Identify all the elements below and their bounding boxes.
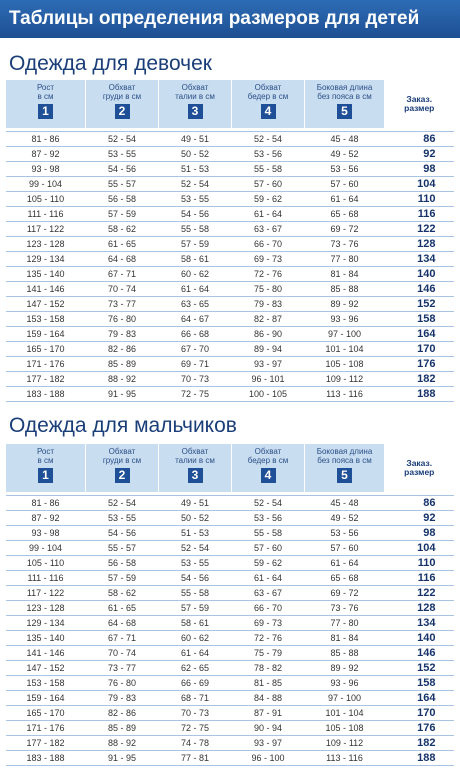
waist-cell: 54 - 56 [159,206,232,221]
side-length-cell: 49 - 52 [305,510,385,525]
side-length-cell: 53 - 56 [305,525,385,540]
table-row [6,236,454,251]
table-row [6,630,454,645]
side-length-cell: 93 - 96 [305,675,385,690]
side-length-cell: 73 - 76 [305,600,385,615]
height-cell: 129 - 134 [6,615,86,630]
table-row [6,690,454,705]
order-size-cell: 170 [385,341,454,356]
waist-cell: 64 - 67 [159,311,232,326]
order-size-cell: 140 [385,266,454,281]
table-row [6,311,454,326]
waist-cell: 50 - 52 [159,146,232,161]
order-size-cell: 152 [385,660,454,675]
hips-cell: 57 - 60 [232,540,305,555]
height-cell: 117 - 122 [6,585,86,600]
height-cell: 135 - 140 [6,630,86,645]
chest-cell: 85 - 89 [86,356,159,371]
table-row [6,371,454,386]
chest-cell: 54 - 56 [86,161,159,176]
hips-cell: 72 - 76 [232,630,305,645]
order-size-cell: 134 [385,615,454,630]
waist-cell: 53 - 55 [159,555,232,570]
height-cell: 165 - 170 [6,341,86,356]
height-cell: 153 - 158 [6,311,86,326]
table-row [6,510,454,525]
hips-cell: 72 - 76 [232,266,305,281]
height-cell: 171 - 176 [6,356,86,371]
waist-cell: 70 - 73 [159,705,232,720]
height-cell: 147 - 152 [6,296,86,311]
height-cell: 123 - 128 [6,236,86,251]
order-size-cell: 92 [385,510,454,525]
waist-header: Обхват талии в см 3 [159,444,232,492]
order-size-cell: 110 [385,555,454,570]
side-length-cell: 113 - 116 [305,386,385,401]
table-row [6,615,454,630]
order-size-cell: 176 [385,356,454,371]
table-row [6,176,454,191]
table-row [6,555,454,570]
order-size-cell: 116 [385,570,454,585]
hips-cell: 59 - 62 [232,555,305,570]
chest-cell: 82 - 86 [86,341,159,356]
waist-cell: 51 - 53 [159,525,232,540]
column-number-badge: 3 [188,468,203,483]
table-row [6,720,454,735]
table-row [6,660,454,675]
chest-cell: 88 - 92 [86,371,159,386]
column-number-badge: 2 [115,468,130,483]
order-size-cell: 104 [385,540,454,555]
order-size-cell: 122 [385,585,454,600]
order-size-cell: 104 [385,176,454,191]
chest-cell: 79 - 83 [86,326,159,341]
order-size-cell: 158 [385,675,454,690]
order-size-cell: 86 [385,495,454,510]
height-cell: 111 - 116 [6,206,86,221]
order-size-cell: 182 [385,735,454,750]
chest-cell: 58 - 62 [86,585,159,600]
height-cell: 129 - 134 [6,251,86,266]
chest-cell: 70 - 74 [86,281,159,296]
waist-cell: 58 - 61 [159,251,232,266]
waist-cell: 61 - 64 [159,281,232,296]
order-size-cell: 140 [385,630,454,645]
height-cell: 99 - 104 [6,540,86,555]
height-cell: 87 - 92 [6,510,86,525]
hips-cell: 55 - 58 [232,525,305,540]
chest-cell: 73 - 77 [86,296,159,311]
side-length-cell: 109 - 112 [305,371,385,386]
girls-section-title: Одежда для девочек [9,52,212,75]
hips-cell: 75 - 80 [232,281,305,296]
height-cell: 135 - 140 [6,266,86,281]
waist-cell: 53 - 55 [159,191,232,206]
height-cell: 105 - 110 [6,555,86,570]
chest-cell: 58 - 62 [86,221,159,236]
hips-cell: 55 - 58 [232,161,305,176]
height-cell: 87 - 92 [6,146,86,161]
hips-header: Обхват бедер в см 4 [232,444,305,492]
chest-cell: 53 - 55 [86,146,159,161]
side-length-cell: 97 - 100 [305,690,385,705]
waist-cell: 51 - 53 [159,161,232,176]
table-row [6,750,454,765]
height-header: Рост в см 1 [6,80,86,128]
waist-cell: 58 - 61 [159,615,232,630]
table-row [6,341,454,356]
hips-cell: 69 - 73 [232,615,305,630]
order-size-cell: 182 [385,371,454,386]
hips-cell: 81 - 85 [232,675,305,690]
boys-section-title: Одежда для мальчиков [9,414,237,437]
hips-cell: 96 - 100 [232,750,305,765]
hips-cell: 82 - 87 [232,311,305,326]
hips-cell: 93 - 97 [232,735,305,750]
chest-cell: 64 - 68 [86,251,159,266]
boys-size-table [5,444,454,766]
chest-cell: 67 - 71 [86,266,159,281]
hips-header: Обхват бедер в см 4 [232,80,305,128]
order-size-cell: 86 [385,131,454,146]
hips-cell: 63 - 67 [232,221,305,236]
side-length-cell: 57 - 60 [305,176,385,191]
side-length-cell: 73 - 76 [305,236,385,251]
side-length-cell: 81 - 84 [305,266,385,281]
waist-cell: 72 - 75 [159,720,232,735]
table-row [6,495,454,510]
hips-cell: 100 - 105 [232,386,305,401]
height-cell: 81 - 86 [6,131,86,146]
side-length-cell: 65 - 68 [305,570,385,585]
table-row [6,161,454,176]
waist-cell: 69 - 71 [159,356,232,371]
column-number-badge: 5 [337,468,352,483]
waist-cell: 68 - 71 [159,690,232,705]
table-row [6,356,454,371]
chest-cell: 57 - 59 [86,570,159,585]
hips-cell: 86 - 90 [232,326,305,341]
table-row [6,525,454,540]
side-length-cell: 45 - 48 [305,131,385,146]
column-number-badge: 5 [337,104,352,119]
hips-cell: 57 - 60 [232,176,305,191]
column-number-badge: 1 [38,104,53,119]
side-length-cell: 89 - 92 [305,660,385,675]
hips-cell: 52 - 54 [232,131,305,146]
waist-cell: 62 - 65 [159,660,232,675]
side-length-cell: 85 - 88 [305,645,385,660]
height-cell: 159 - 164 [6,690,86,705]
hips-cell: 87 - 91 [232,705,305,720]
order-size-cell: 164 [385,326,454,341]
order-size-header: Заказ. размер [385,444,454,492]
height-cell: 141 - 146 [6,645,86,660]
table-row [6,206,454,221]
hips-cell: 66 - 70 [232,236,305,251]
chest-cell: 76 - 80 [86,311,159,326]
chest-cell: 67 - 71 [86,630,159,645]
hips-cell: 96 - 101 [232,371,305,386]
table-row [6,221,454,236]
waist-cell: 55 - 58 [159,221,232,236]
hips-cell: 53 - 56 [232,510,305,525]
column-number-badge: 4 [261,468,276,483]
order-size-cell: 152 [385,296,454,311]
hips-cell: 59 - 62 [232,191,305,206]
order-size-cell: 146 [385,645,454,660]
side-length-cell: 53 - 56 [305,161,385,176]
side-length-cell: 105 - 108 [305,356,385,371]
chest-cell: 76 - 80 [86,675,159,690]
hips-cell: 75 - 79 [232,645,305,660]
chest-cell: 61 - 65 [86,236,159,251]
chest-header: Обхват груди в см 2 [86,444,159,492]
hips-cell: 79 - 83 [232,296,305,311]
table-row [6,146,454,161]
hips-cell: 84 - 88 [232,690,305,705]
table-row [6,296,454,311]
hips-cell: 69 - 73 [232,251,305,266]
waist-cell: 72 - 75 [159,386,232,401]
hips-cell: 93 - 97 [232,356,305,371]
table-row [6,675,454,690]
chest-cell: 70 - 74 [86,645,159,660]
order-size-cell: 122 [385,221,454,236]
chest-cell: 85 - 89 [86,720,159,735]
column-number-badge: 2 [115,104,130,119]
chest-cell: 56 - 58 [86,555,159,570]
height-cell: 81 - 86 [6,495,86,510]
chest-cell: 79 - 83 [86,690,159,705]
order-size-cell: 98 [385,161,454,176]
height-cell: 123 - 128 [6,600,86,615]
order-size-cell: 176 [385,720,454,735]
order-size-cell: 188 [385,386,454,401]
hips-cell: 53 - 56 [232,146,305,161]
waist-cell: 55 - 58 [159,585,232,600]
height-cell: 183 - 188 [6,750,86,765]
column-number-badge: 1 [38,468,53,483]
chest-cell: 53 - 55 [86,510,159,525]
chest-cell: 56 - 58 [86,191,159,206]
height-cell: 183 - 188 [6,386,86,401]
table-row [6,326,454,341]
side-length-cell: 101 - 104 [305,341,385,356]
table-row [6,540,454,555]
table-row [6,281,454,296]
chest-cell: 57 - 59 [86,206,159,221]
side-length-cell: 85 - 88 [305,281,385,296]
waist-cell: 57 - 59 [159,600,232,615]
waist-cell: 54 - 56 [159,570,232,585]
side-length-header: Боковая длина без пояса в см 5 [305,80,385,128]
height-cell: 93 - 98 [6,161,86,176]
side-length-cell: 93 - 96 [305,311,385,326]
waist-cell: 60 - 62 [159,630,232,645]
chest-cell: 91 - 95 [86,750,159,765]
side-length-cell: 77 - 80 [305,615,385,630]
side-length-cell: 81 - 84 [305,630,385,645]
table-row [6,131,454,146]
hips-cell: 52 - 54 [232,495,305,510]
side-length-cell: 61 - 64 [305,191,385,206]
hips-cell: 78 - 82 [232,660,305,675]
column-number-badge: 3 [188,104,203,119]
height-header: Рост в см 1 [6,444,86,492]
waist-cell: 77 - 81 [159,750,232,765]
chest-header: Обхват груди в см 2 [86,80,159,128]
order-size-cell: 98 [385,525,454,540]
side-length-cell: 49 - 52 [305,146,385,161]
order-size-cell: 128 [385,236,454,251]
side-length-cell: 69 - 72 [305,585,385,600]
waist-cell: 70 - 73 [159,371,232,386]
order-size-cell: 188 [385,750,454,765]
order-size-cell: 158 [385,311,454,326]
table-row [6,386,454,401]
hips-cell: 61 - 64 [232,570,305,585]
side-length-cell: 69 - 72 [305,221,385,236]
side-length-cell: 45 - 48 [305,495,385,510]
order-size-cell: 134 [385,251,454,266]
table-row [6,251,454,266]
waist-header: Обхват талии в см 3 [159,80,232,128]
waist-cell: 49 - 51 [159,495,232,510]
waist-cell: 66 - 68 [159,326,232,341]
side-length-cell: 101 - 104 [305,705,385,720]
waist-cell: 52 - 54 [159,540,232,555]
hips-cell: 90 - 94 [232,720,305,735]
chest-cell: 55 - 57 [86,540,159,555]
chest-cell: 54 - 56 [86,525,159,540]
hips-cell: 63 - 67 [232,585,305,600]
chest-cell: 73 - 77 [86,660,159,675]
waist-cell: 66 - 69 [159,675,232,690]
chest-cell: 64 - 68 [86,615,159,630]
hips-cell: 61 - 64 [232,206,305,221]
height-cell: 177 - 182 [6,371,86,386]
table-row [6,266,454,281]
chest-cell: 55 - 57 [86,176,159,191]
side-length-cell: 89 - 92 [305,296,385,311]
waist-cell: 74 - 78 [159,735,232,750]
side-length-cell: 77 - 80 [305,251,385,266]
waist-cell: 60 - 62 [159,266,232,281]
side-length-cell: 113 - 116 [305,750,385,765]
chest-cell: 91 - 95 [86,386,159,401]
table-row [6,735,454,750]
height-cell: 141 - 146 [6,281,86,296]
height-cell: 111 - 116 [6,570,86,585]
order-size-cell: 146 [385,281,454,296]
table-row [6,645,454,660]
order-size-cell: 116 [385,206,454,221]
side-length-header: Боковая длина без пояса в см 5 [305,444,385,492]
height-cell: 159 - 164 [6,326,86,341]
height-cell: 147 - 152 [6,660,86,675]
order-size-header: Заказ. размер [385,80,454,128]
side-length-cell: 97 - 100 [305,326,385,341]
waist-cell: 61 - 64 [159,645,232,660]
order-size-cell: 128 [385,600,454,615]
height-cell: 117 - 122 [6,221,86,236]
banner-title: Таблицы определения размеров для детей [9,8,420,29]
waist-cell: 49 - 51 [159,131,232,146]
column-number-badge: 4 [261,104,276,119]
order-size-cell: 170 [385,705,454,720]
order-size-cell: 164 [385,690,454,705]
waist-cell: 57 - 59 [159,236,232,251]
side-length-cell: 65 - 68 [305,206,385,221]
height-cell: 153 - 158 [6,675,86,690]
height-cell: 105 - 110 [6,191,86,206]
chest-cell: 52 - 54 [86,131,159,146]
chest-cell: 52 - 54 [86,495,159,510]
order-size-cell: 110 [385,191,454,206]
side-length-cell: 57 - 60 [305,540,385,555]
side-length-cell: 109 - 112 [305,735,385,750]
height-cell: 165 - 170 [6,705,86,720]
side-length-cell: 105 - 108 [305,720,385,735]
height-cell: 177 - 182 [6,735,86,750]
page-banner [0,0,460,38]
height-cell: 99 - 104 [6,176,86,191]
waist-cell: 67 - 70 [159,341,232,356]
table-header-row [6,80,454,128]
height-cell: 171 - 176 [6,720,86,735]
waist-cell: 52 - 54 [159,176,232,191]
waist-cell: 50 - 52 [159,510,232,525]
chest-cell: 61 - 65 [86,600,159,615]
order-size-cell: 92 [385,146,454,161]
chest-cell: 88 - 92 [86,735,159,750]
height-cell: 93 - 98 [6,525,86,540]
table-row [6,191,454,206]
table-row [6,705,454,720]
hips-cell: 66 - 70 [232,600,305,615]
side-length-cell: 61 - 64 [305,555,385,570]
hips-cell: 89 - 94 [232,341,305,356]
girls-size-table [5,80,454,402]
chest-cell: 82 - 86 [86,705,159,720]
table-row [6,600,454,615]
table-row [6,570,454,585]
table-header-row [6,444,454,492]
table-row [6,585,454,600]
waist-cell: 63 - 65 [159,296,232,311]
